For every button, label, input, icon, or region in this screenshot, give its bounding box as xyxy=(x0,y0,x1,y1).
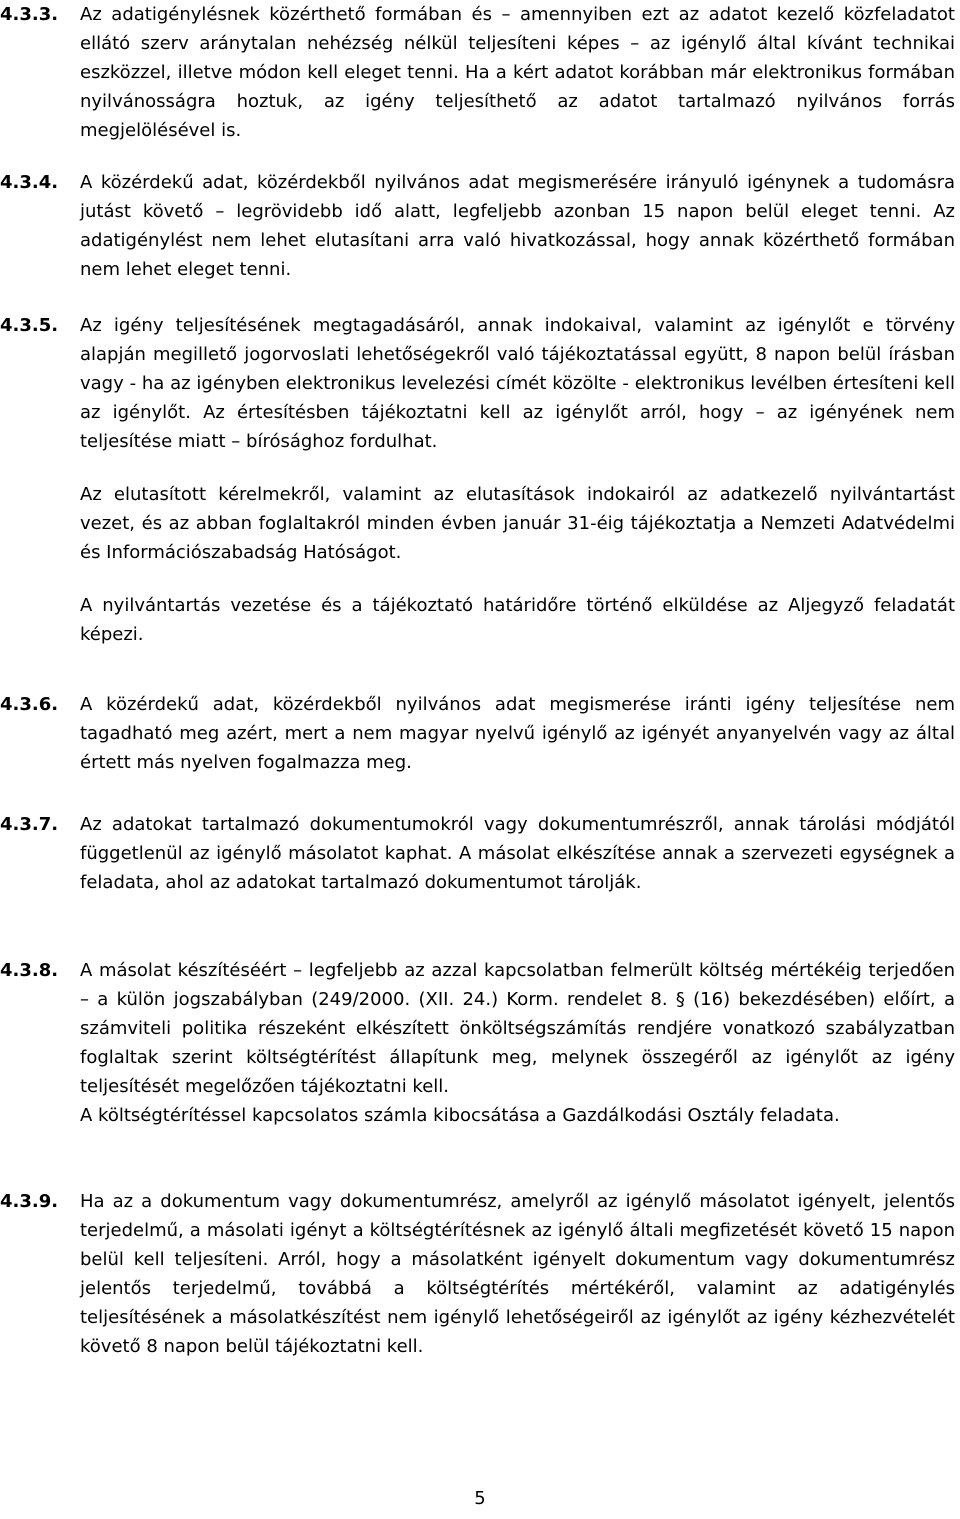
page-number: 5 xyxy=(474,1488,486,1509)
section-text xyxy=(80,311,955,649)
paragraph: A közérdekű adat, közérdekből nyilvános adat megismerése iránti igény teljesítése nem tagadható meg azért, mert a nem magyar nyelvű igénylő az igényét anyanyelvén vagy az által értett más nyelven fogalmazza meg. xyxy=(80,694,955,773)
section-text xyxy=(80,168,955,284)
section-4-3-3 xyxy=(0,0,960,145)
section-text xyxy=(80,0,955,145)
section-4-3-5 xyxy=(0,311,960,649)
section-number: 4.3.5. xyxy=(0,315,59,336)
paragraph: Az igény teljesítésének megtagadásáról, annak indokaival, valamint az igénylőt e törvény alapján megillető jogorvoslati lehetőségekről való tájékoztatással együtt, 8 napon belül írásban vagy - ha az igényben elektronikus levelezési címét közölte - elektronikus levélben értesíteni kell az igénylőt. Az értesítésben tájékoztatni kell az igénylőt arról, hogy – az igényének nem teljesítése miatt – bírósághoz fordulhat. xyxy=(80,315,955,452)
section-4-3-9 xyxy=(0,1187,960,1361)
section-text xyxy=(80,810,955,897)
section-text xyxy=(80,956,955,1130)
paragraph: Az adatokat tartalmazó dokumentumokról vagy dokumentumrészről, annak tárolási módjától függetlenül az igénylő másolatot kaphat. A másolat elkészítése annak a szervezeti egységnek a feladata, ahol az adatokat tartalmazó dokumentumot tárolják. xyxy=(80,814,955,893)
section-4-3-7 xyxy=(0,810,960,897)
section-number: 4.3.3. xyxy=(0,4,59,25)
section-4-3-8 xyxy=(0,956,960,1130)
section-number: 4.3.9. xyxy=(0,1191,59,1212)
section-number: 4.3.6. xyxy=(0,694,59,715)
section-number: 4.3.8. xyxy=(0,960,59,981)
section-text xyxy=(80,1187,955,1361)
section-number: 4.3.4. xyxy=(0,172,59,193)
section-4-3-6 xyxy=(0,690,960,777)
section-number: 4.3.7. xyxy=(0,814,59,835)
section-4-3-4 xyxy=(0,168,960,284)
paragraph: Az elutasított kérelmekről, valamint az elutasítások indokairól az adatkezelő nyilvántartást vezet, és az abban foglaltakról minden évben január 31-éig tájékoztatja a Nemzeti Adatvédelmi és Információszabadság Hatóságot. xyxy=(80,484,955,563)
section-text xyxy=(80,690,955,777)
paragraph: A költségtérítéssel kapcsolatos számla kibocsátása a Gazdálkodási Osztály feladata. xyxy=(80,1105,840,1126)
paragraph: Ha az a dokumentum vagy dokumentumrész, amelyről az igénylő másolatot igényelt, jelentős terjedelmű, a másolati igényt a költségtérítésnek az igénylő általi megfizetését követő 15 napon belül kell teljesíteni. Arról, hogy a másolatként igényelt dokumentum vagy dokumentumrész jelentős terjedelmű, továbbá a költségtérítés mértékéről, valamint az adatigénylés teljesítésének a másolatkészítést nem igénylő lehetőségeiről az igénylőt az igény kézhezvételét követő 8 napon belül tájékoztatni kell. xyxy=(80,1191,955,1357)
paragraph: A másolat készítéséért – legfeljebb az azzal kapcsolatban felmerült költség mértékéig terjedően – a külön jogszabályban (249/2000. (XII. 24.) Korm. rendelet 8. § (16) bekezdésében) előírt, a számviteli politika részeként elkészített önköltségszámítás rendjére vonatkozó szabályzatban foglaltak szerint költségtérítést állapítunk meg, melynek összegéről az igénylőt az igény teljesítését megelőzően tájékoztatni kell. xyxy=(80,960,955,1097)
paragraph: A nyilvántartás vezetése és a tájékoztató határidőre történő elküldése az Aljegyző feladatát képezi. xyxy=(80,595,955,645)
paragraph: Az adatigénylésnek közérthető formában és – amennyiben ezt az adatot kezelő közfeladatot ellátó szerv aránytalan nehézség nélkül teljesíteni képes – az igénylő által kívánt technikai eszközzel, illetve módon kell eleget tenni. Ha a kért adatot korábban már elektronikus formában nyilvánosságra hoztuk, az igény teljesíthető az adatot tartalmazó nyilvános forrás megjelölésével is. xyxy=(80,4,955,141)
paragraph: A közérdekű adat, közérdekből nyilvános adat megismerésére irányuló igénynek a tudomásra jutást követő – legrövidebb idő alatt, legfeljebb azonban 15 napon belül eleget tenni. Az adatigénylést nem lehet elutasítani arra való hivatkozással, hogy annak közérthető formában nem lehet eleget tenni. xyxy=(80,172,955,280)
